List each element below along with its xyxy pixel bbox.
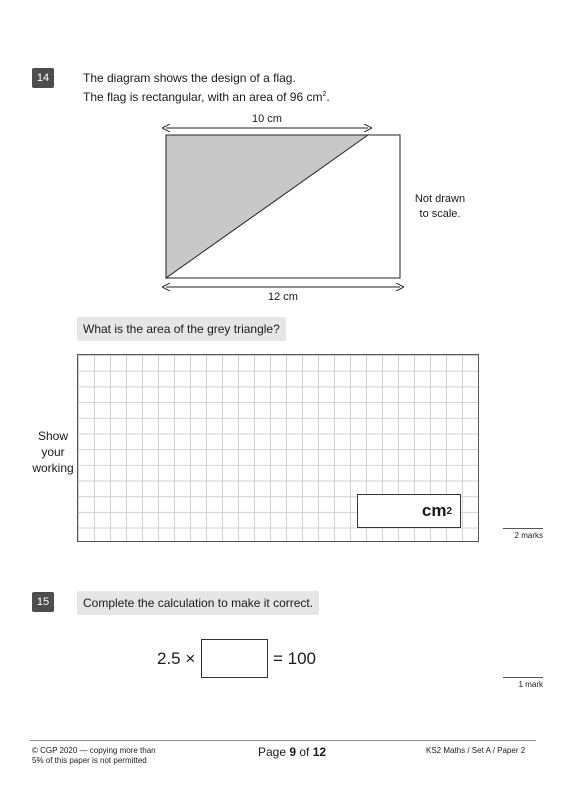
q14-intro-line2-text: The flag is rectangular, with an area of 96 cm xyxy=(83,90,323,104)
answer-unit-sup: 2 xyxy=(446,505,452,517)
show-working-line2: your xyxy=(41,445,65,459)
show-working-label xyxy=(32,428,74,476)
page-mid: of xyxy=(296,745,313,759)
page-total: 12 xyxy=(312,745,327,759)
q15-prompt: Complete the calculation to make it correct. xyxy=(77,591,319,615)
q14-intro-line2-end: . xyxy=(326,90,330,104)
question-number-15: 15 xyxy=(32,592,54,612)
flag-diagram xyxy=(0,0,566,320)
show-working-line1: Show xyxy=(37,429,69,443)
q14-intro-line2-sup: 2 xyxy=(322,91,327,98)
footer-copyright-line2: 5% of this paper is not permitted xyxy=(32,756,147,765)
q15-marks: 1 mark xyxy=(503,677,543,689)
answer-box-q15[interactable] xyxy=(201,639,268,678)
page-current: 9 xyxy=(289,745,297,759)
q14-prompt: What is the area of the grey triangle? xyxy=(77,317,286,341)
q14-intro-line1: The diagram shows the design of a flag. xyxy=(83,71,296,85)
q14-marks: 2 marks xyxy=(503,528,543,540)
calc-right: = 100 xyxy=(273,649,317,668)
footer-paper: KS2 Maths / Set A / Paper 2 xyxy=(426,746,526,755)
answer-box-q14[interactable] xyxy=(357,494,461,528)
top-dimension-label: 10 cm xyxy=(252,113,282,125)
answer-unit: cm xyxy=(421,501,447,520)
bottom-dimension-label: 12 cm xyxy=(268,291,298,303)
footer-copyright xyxy=(32,746,156,766)
page-prefix: Page xyxy=(258,745,290,759)
calc-left: 2.5 × xyxy=(157,649,196,668)
scale-note xyxy=(405,192,475,222)
scale-note-line2: to scale. xyxy=(419,208,461,220)
scale-note-line1: Not drawn xyxy=(414,193,466,205)
footer-divider xyxy=(30,740,536,741)
footer-page-number xyxy=(258,745,326,759)
show-working-line3: working xyxy=(32,461,74,475)
question-number-14: 14 xyxy=(32,68,54,88)
footer-copyright-line1: © CGP 2020 — copying more than xyxy=(32,746,156,755)
